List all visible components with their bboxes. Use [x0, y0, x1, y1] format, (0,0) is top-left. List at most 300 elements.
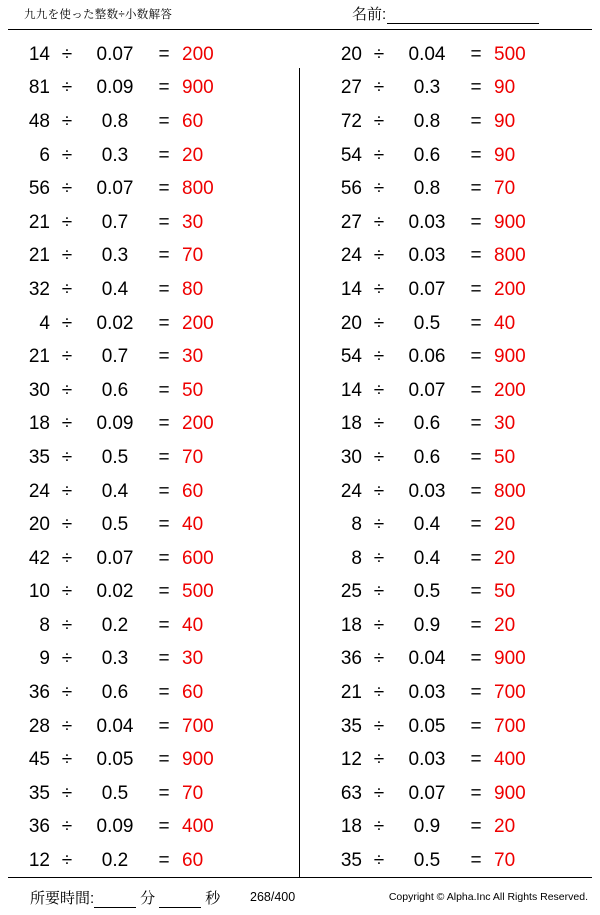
equals-icon: =	[470, 110, 482, 132]
divide-icon: ÷	[373, 581, 385, 603]
operand-a: 10	[28, 581, 50, 603]
divide-icon: ÷	[61, 648, 73, 670]
divide-icon: ÷	[373, 178, 385, 200]
problem-row	[300, 676, 600, 710]
equals-icon: =	[470, 178, 482, 200]
problem-row	[0, 609, 300, 643]
equals-icon: =	[158, 278, 170, 300]
equals-icon: =	[158, 816, 170, 838]
seconds-unit-label: 秒	[205, 890, 221, 907]
answer: 90	[494, 144, 516, 166]
divide-icon: ÷	[373, 110, 385, 132]
operand-b: 0.4	[413, 514, 441, 536]
problem-row	[0, 777, 300, 811]
equals-icon: =	[158, 178, 170, 200]
problem-row	[0, 576, 300, 610]
elapsed-time-block	[30, 887, 224, 908]
equals-icon: =	[470, 211, 482, 233]
operand-a: 30	[28, 379, 50, 401]
operand-b: 0.3	[101, 648, 129, 670]
answer: 30	[494, 413, 516, 435]
operand-b: 0.09	[96, 77, 134, 99]
divide-icon: ÷	[373, 144, 385, 166]
equals-icon: =	[158, 547, 170, 569]
operand-a: 8	[351, 514, 362, 536]
divide-icon: ÷	[61, 43, 73, 65]
answer: 800	[494, 480, 526, 502]
divide-icon: ÷	[61, 816, 73, 838]
problem-row	[0, 38, 300, 72]
equals-icon: =	[158, 312, 170, 334]
operand-b: 0.4	[101, 278, 129, 300]
operand-b: 0.07	[96, 178, 134, 200]
operand-b: 0.06	[408, 346, 446, 368]
operand-a: 30	[340, 446, 362, 468]
operand-a: 36	[28, 816, 50, 838]
answer: 40	[182, 614, 204, 636]
problem-row	[0, 542, 300, 576]
answer: 600	[182, 547, 214, 569]
operand-a: 12	[340, 749, 362, 771]
equals-icon: =	[470, 144, 482, 166]
answer: 70	[494, 178, 516, 200]
operand-a: 14	[340, 379, 362, 401]
answer: 30	[182, 211, 204, 233]
equals-icon: =	[470, 346, 482, 368]
equals-icon: =	[158, 211, 170, 233]
answer: 200	[182, 43, 214, 65]
operand-a: 14	[340, 278, 362, 300]
answer: 60	[182, 110, 204, 132]
equals-icon: =	[158, 144, 170, 166]
problem-row	[0, 441, 300, 475]
divide-icon: ÷	[373, 77, 385, 99]
problem-row	[300, 72, 600, 106]
problem-row	[300, 508, 600, 542]
equals-icon: =	[470, 245, 482, 267]
operand-b: 0.3	[413, 77, 441, 99]
problem-row	[300, 643, 600, 677]
answer: 70	[182, 782, 204, 804]
operand-b: 0.5	[101, 514, 129, 536]
operand-a: 12	[28, 850, 50, 872]
answer: 800	[494, 245, 526, 267]
divide-icon: ÷	[61, 413, 73, 435]
operand-a: 32	[28, 278, 50, 300]
operand-a: 54	[340, 144, 362, 166]
equals-icon: =	[470, 379, 482, 401]
problem-row	[0, 273, 300, 307]
seconds-input-line[interactable]	[159, 892, 201, 908]
operand-a: 4	[39, 312, 50, 334]
operand-a: 8	[351, 547, 362, 569]
problem-row	[300, 340, 600, 374]
operand-a: 48	[28, 110, 50, 132]
operand-a: 81	[28, 77, 50, 99]
divide-icon: ÷	[373, 547, 385, 569]
problem-row	[0, 240, 300, 274]
page-count: 268/400	[250, 890, 296, 904]
operand-b: 0.9	[413, 614, 441, 636]
operand-a: 21	[28, 211, 50, 233]
operand-a: 18	[28, 413, 50, 435]
equals-icon: =	[470, 43, 482, 65]
operand-a: 20	[340, 43, 362, 65]
divide-icon: ÷	[373, 514, 385, 536]
answer: 70	[494, 850, 516, 872]
operand-a: 36	[340, 648, 362, 670]
operand-b: 0.03	[408, 682, 446, 704]
equals-icon: =	[158, 446, 170, 468]
operand-b: 0.05	[408, 715, 446, 737]
divide-icon: ÷	[373, 850, 385, 872]
answer: 900	[494, 648, 526, 670]
problem-row	[300, 139, 600, 173]
operand-b: 0.04	[408, 648, 446, 670]
divide-icon: ÷	[373, 816, 385, 838]
operand-b: 0.5	[413, 312, 441, 334]
divide-icon: ÷	[61, 682, 73, 704]
answer: 500	[182, 581, 214, 603]
operand-a: 28	[28, 715, 50, 737]
divide-icon: ÷	[61, 144, 73, 166]
operand-b: 0.02	[96, 581, 134, 603]
operand-a: 21	[28, 346, 50, 368]
answer: 400	[182, 816, 214, 838]
operand-a: 18	[340, 816, 362, 838]
problem-column-right	[300, 32, 600, 877]
page-footer	[0, 877, 600, 915]
equals-icon: =	[158, 413, 170, 435]
answer: 900	[182, 77, 214, 99]
divide-icon: ÷	[373, 715, 385, 737]
operand-a: 18	[340, 413, 362, 435]
operand-b: 0.09	[96, 816, 134, 838]
equals-icon: =	[158, 245, 170, 267]
answer: 20	[494, 816, 516, 838]
name-label: 名前:	[352, 6, 387, 23]
divide-icon: ÷	[61, 749, 73, 771]
answer: 20	[494, 547, 516, 569]
divide-icon: ÷	[61, 178, 73, 200]
page-header	[0, 0, 600, 30]
problem-row	[0, 72, 300, 106]
divide-icon: ÷	[61, 581, 73, 603]
equals-icon: =	[470, 850, 482, 872]
problem-row	[0, 105, 300, 139]
equals-icon: =	[470, 581, 482, 603]
operand-a: 63	[340, 782, 362, 804]
divide-icon: ÷	[61, 77, 73, 99]
equals-icon: =	[158, 614, 170, 636]
problem-row	[300, 38, 600, 72]
problem-row	[0, 643, 300, 677]
equals-icon: =	[470, 480, 482, 502]
divide-icon: ÷	[61, 312, 73, 334]
divide-icon: ÷	[61, 245, 73, 267]
problem-row	[300, 441, 600, 475]
answer: 20	[494, 614, 516, 636]
operand-b: 0.3	[101, 144, 129, 166]
divide-icon: ÷	[373, 682, 385, 704]
divide-icon: ÷	[373, 614, 385, 636]
answer: 60	[182, 850, 204, 872]
operand-b: 0.03	[408, 480, 446, 502]
answer: 200	[494, 379, 526, 401]
problem-row	[300, 374, 600, 408]
operand-a: 35	[28, 782, 50, 804]
operand-b: 0.7	[101, 211, 129, 233]
operand-a: 35	[28, 446, 50, 468]
divide-icon: ÷	[373, 211, 385, 233]
answer: 500	[494, 43, 526, 65]
equals-icon: =	[470, 446, 482, 468]
name-field-block	[352, 3, 539, 24]
operand-b: 0.07	[408, 782, 446, 804]
equals-icon: =	[158, 379, 170, 401]
answer: 200	[182, 312, 214, 334]
answer: 70	[182, 446, 204, 468]
operand-b: 0.04	[96, 715, 134, 737]
answer: 70	[182, 245, 204, 267]
equals-icon: =	[470, 648, 482, 670]
problem-row	[0, 374, 300, 408]
equals-icon: =	[158, 715, 170, 737]
equals-icon: =	[470, 278, 482, 300]
header-divider	[8, 29, 592, 30]
problem-row	[300, 475, 600, 509]
equals-icon: =	[470, 514, 482, 536]
operand-a: 6	[39, 144, 50, 166]
problem-row	[300, 206, 600, 240]
equals-icon: =	[470, 715, 482, 737]
operand-a: 27	[340, 77, 362, 99]
operand-b: 0.5	[413, 850, 441, 872]
operand-b: 0.6	[101, 379, 129, 401]
operand-b: 0.03	[408, 211, 446, 233]
answer: 700	[494, 682, 526, 704]
divide-icon: ÷	[61, 211, 73, 233]
problem-row	[0, 307, 300, 341]
operand-a: 36	[28, 682, 50, 704]
operand-a: 18	[340, 614, 362, 636]
problem-row	[0, 172, 300, 206]
answer: 40	[182, 514, 204, 536]
equals-icon: =	[158, 514, 170, 536]
operand-b: 0.07	[96, 547, 134, 569]
operand-b: 0.2	[101, 614, 129, 636]
operand-b: 0.6	[413, 446, 441, 468]
operand-a: 24	[340, 245, 362, 267]
problem-row	[0, 139, 300, 173]
minutes-input-line[interactable]	[94, 892, 136, 908]
equals-icon: =	[158, 581, 170, 603]
answer: 60	[182, 682, 204, 704]
minutes-unit-label: 分	[140, 890, 156, 907]
operand-a: 8	[39, 614, 50, 636]
answer: 50	[494, 446, 516, 468]
operand-b: 0.03	[408, 749, 446, 771]
equals-icon: =	[470, 816, 482, 838]
answer: 400	[494, 749, 526, 771]
answer: 20	[182, 144, 204, 166]
operand-a: 56	[340, 178, 362, 200]
divide-icon: ÷	[61, 480, 73, 502]
problem-columns	[0, 32, 600, 877]
operand-b: 0.6	[413, 144, 441, 166]
divide-icon: ÷	[373, 245, 385, 267]
answer: 200	[182, 413, 214, 435]
problem-row	[0, 676, 300, 710]
problem-row	[300, 710, 600, 744]
divide-icon: ÷	[373, 379, 385, 401]
operand-a: 21	[28, 245, 50, 267]
operand-b: 0.05	[96, 749, 134, 771]
divide-icon: ÷	[373, 648, 385, 670]
operand-b: 0.5	[413, 581, 441, 603]
answer: 900	[182, 749, 214, 771]
divide-icon: ÷	[61, 782, 73, 804]
equals-icon: =	[470, 413, 482, 435]
operand-a: 20	[28, 514, 50, 536]
answer: 50	[494, 581, 516, 603]
equals-icon: =	[158, 682, 170, 704]
equals-icon: =	[470, 614, 482, 636]
problem-row	[0, 206, 300, 240]
equals-icon: =	[158, 782, 170, 804]
answer: 700	[494, 715, 526, 737]
problem-row	[300, 576, 600, 610]
equals-icon: =	[470, 77, 482, 99]
equals-icon: =	[158, 480, 170, 502]
divide-icon: ÷	[373, 312, 385, 334]
divide-icon: ÷	[373, 480, 385, 502]
operand-a: 14	[28, 43, 50, 65]
problem-row	[0, 811, 300, 845]
answer: 90	[494, 77, 516, 99]
operand-b: 0.03	[408, 245, 446, 267]
operand-a: 24	[28, 480, 50, 502]
answer: 30	[182, 648, 204, 670]
operand-a: 54	[340, 346, 362, 368]
operand-a: 42	[28, 547, 50, 569]
equals-icon: =	[158, 850, 170, 872]
problem-row	[0, 844, 300, 878]
answer: 60	[182, 480, 204, 502]
operand-a: 24	[340, 480, 362, 502]
elapsed-time-label: 所要時間:	[30, 890, 95, 907]
operand-a: 35	[340, 850, 362, 872]
divide-icon: ÷	[61, 850, 73, 872]
divide-icon: ÷	[61, 446, 73, 468]
operand-b: 0.3	[101, 245, 129, 267]
equals-icon: =	[470, 547, 482, 569]
divide-icon: ÷	[373, 446, 385, 468]
footer-divider	[8, 877, 592, 878]
equals-icon: =	[158, 346, 170, 368]
operand-a: 21	[340, 682, 362, 704]
divide-icon: ÷	[61, 514, 73, 536]
equals-icon: =	[158, 648, 170, 670]
operand-b: 0.02	[96, 312, 134, 334]
answer: 40	[494, 312, 516, 334]
operand-a: 56	[28, 178, 50, 200]
operand-b: 0.04	[408, 43, 446, 65]
problem-row	[300, 743, 600, 777]
operand-b: 0.4	[101, 480, 129, 502]
operand-b: 0.9	[413, 816, 441, 838]
divide-icon: ÷	[61, 346, 73, 368]
problem-row	[0, 508, 300, 542]
divide-icon: ÷	[373, 278, 385, 300]
divide-icon: ÷	[61, 110, 73, 132]
problem-row	[300, 811, 600, 845]
equals-icon: =	[470, 682, 482, 704]
answer: 90	[494, 110, 516, 132]
operand-b: 0.8	[413, 178, 441, 200]
divide-icon: ÷	[373, 782, 385, 804]
divide-icon: ÷	[61, 278, 73, 300]
answer: 200	[494, 278, 526, 300]
divide-icon: ÷	[61, 379, 73, 401]
operand-b: 0.07	[96, 43, 134, 65]
operand-b: 0.8	[101, 110, 129, 132]
divide-icon: ÷	[61, 547, 73, 569]
problem-row	[0, 710, 300, 744]
problem-row	[0, 475, 300, 509]
equals-icon: =	[158, 749, 170, 771]
operand-b: 0.07	[408, 379, 446, 401]
divide-icon: ÷	[373, 346, 385, 368]
problem-row	[0, 408, 300, 442]
operand-a: 27	[340, 211, 362, 233]
problem-row	[300, 273, 600, 307]
operand-a: 9	[39, 648, 50, 670]
page-title: 九九を使った整数÷小数解答	[24, 9, 173, 21]
divide-icon: ÷	[373, 413, 385, 435]
problem-row	[300, 408, 600, 442]
answer: 80	[182, 278, 204, 300]
operand-b: 0.8	[413, 110, 441, 132]
problem-row	[300, 105, 600, 139]
answer: 900	[494, 346, 526, 368]
name-input-line[interactable]	[387, 6, 539, 24]
operand-b: 0.5	[101, 782, 129, 804]
answer: 700	[182, 715, 214, 737]
operand-b: 0.07	[408, 278, 446, 300]
problem-row	[300, 609, 600, 643]
equals-icon: =	[470, 782, 482, 804]
equals-icon: =	[158, 77, 170, 99]
problem-row	[300, 307, 600, 341]
divide-icon: ÷	[373, 43, 385, 65]
operand-a: 35	[340, 715, 362, 737]
operand-b: 0.09	[96, 413, 134, 435]
operand-b: 0.7	[101, 346, 129, 368]
operand-a: 20	[340, 312, 362, 334]
answer: 800	[182, 178, 214, 200]
operand-b: 0.5	[101, 446, 129, 468]
equals-icon: =	[470, 312, 482, 334]
problem-row	[0, 743, 300, 777]
divide-icon: ÷	[61, 715, 73, 737]
operand-a: 72	[340, 110, 362, 132]
operand-b: 0.2	[101, 850, 129, 872]
operand-a: 45	[28, 749, 50, 771]
equals-icon: =	[158, 43, 170, 65]
operand-b: 0.6	[101, 682, 129, 704]
problem-row	[300, 542, 600, 576]
